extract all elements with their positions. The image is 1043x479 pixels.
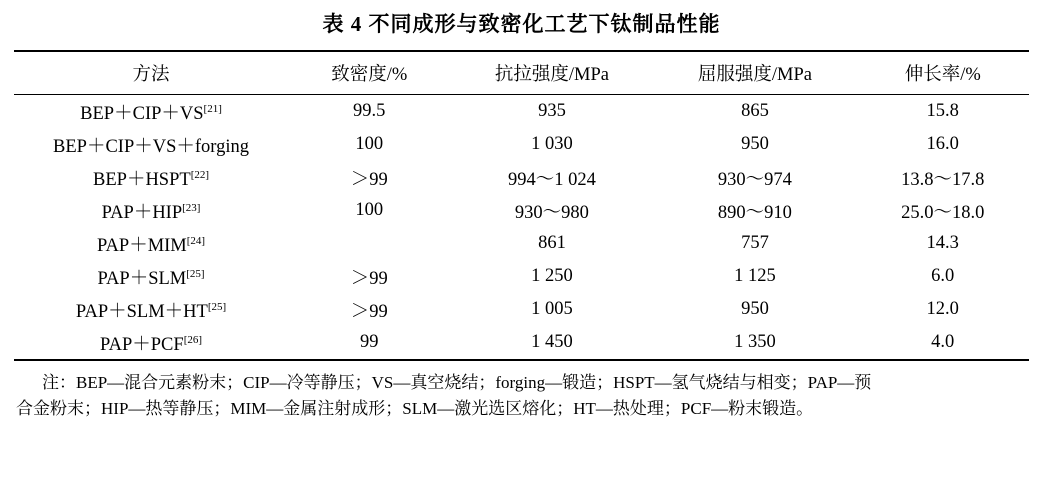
cell-yield: 950 [741,299,769,319]
cell-density: ＞99 [350,301,388,322]
cell-elongation: 15.8 [926,101,959,121]
reference-marker: [25] [186,267,205,280]
cell-yield: 950 [741,134,769,154]
cell-elongation: 13.8～17.8 [901,169,985,190]
cell-density: ＞99 [350,268,388,289]
table-footnote [14,361,1029,423]
table-header [14,52,1029,94]
table-row [14,326,1029,359]
cell-density: 100 [355,200,384,220]
footnote-line-2: 合金粉末；HIP—热等静压；MIM—金属注射成形；SLM—激光选区熔化；HT—热处理；PCF—粉末锻造。 [16,399,814,419]
table-row [14,194,1029,227]
cell-method [14,95,288,128]
performance-table [14,52,1029,94]
cell-density: ＞99 [350,169,388,190]
table-row [14,95,1029,128]
cell-method [14,260,288,293]
footnote-line-1: 注：BEP—混合元素粉末；CIP—冷等静压；VS—真空烧结；forging—锻造；HSPT—氢气烧结与相变；PAP—预 [42,373,872,392]
cell-density [288,227,450,260]
cell-method [14,128,288,161]
column-header-yield-strength: 屈服强度/MPa [697,65,812,85]
cell-yield: 865 [741,101,769,121]
reference-marker: [24] [186,234,206,247]
performance-table-body [14,95,1029,359]
cell-method [14,161,288,194]
column-header-density: 致密度/% [331,65,408,85]
reference-marker: [25] [207,300,227,313]
cell-tensile: 935 [538,101,566,121]
cell-elongation: 12.0 [926,299,959,319]
reference-marker: [22] [190,168,210,181]
cell-elongation: 4.0 [931,332,955,352]
reference-marker: [26] [183,333,203,346]
table-row [14,293,1029,326]
cell-density: 100 [355,134,384,154]
method-label: PAP＋SLM＋HT [75,301,208,322]
cell-method [14,326,288,359]
cell-tensile: 1 250 [531,266,573,286]
cell-tensile: 1 030 [531,134,573,154]
cell-yield: 1 125 [734,266,776,286]
table-title: 表 4 不同成形与致密化工艺下钛制品性能 [322,12,721,36]
table-header-row [14,52,1029,94]
column-header-method: 方法 [132,65,170,85]
cell-tensile: 1 450 [531,332,573,352]
method-label: BEP＋CIP＋VS [80,103,204,124]
reference-marker: [21] [203,102,222,115]
column-header-tensile-strength: 抗拉强度/MPa [494,65,609,85]
cell-method [14,227,288,260]
table-row [14,260,1029,293]
cell-density: 99 [359,332,379,352]
method-label: BEP＋CIP＋VS＋forging [53,136,250,157]
cell-elongation: 14.3 [926,233,959,253]
cell-tensile: 861 [538,233,566,253]
cell-elongation: 6.0 [931,266,955,286]
cell-yield: 757 [741,233,769,253]
column-header-elongation: 伸长率/% [904,65,981,85]
method-label: PAP＋SLM [97,268,187,289]
cell-yield: 1 350 [734,332,776,352]
method-label: PAP＋PCF [100,334,184,355]
cell-method [14,194,288,227]
cell-tensile: 994～1 024 [507,169,596,190]
cell-elongation: 25.0～18.0 [901,202,985,223]
cell-tensile: 930～980 [514,202,589,223]
cell-yield: 890～910 [717,202,792,223]
cell-density: 99.5 [353,101,386,121]
cell-tensile: 1 005 [531,299,573,319]
cell-yield: 930～974 [717,169,792,190]
method-label: PAP＋MIM [96,235,187,256]
table-row [14,227,1029,260]
reference-marker: [23] [182,201,201,214]
cell-method [14,293,288,326]
cell-elongation: 16.0 [926,134,959,154]
method-label: BEP＋HSPT [93,169,191,190]
table-row [14,161,1029,194]
table-row [14,128,1029,161]
method-label: PAP＋HIP [101,202,183,223]
